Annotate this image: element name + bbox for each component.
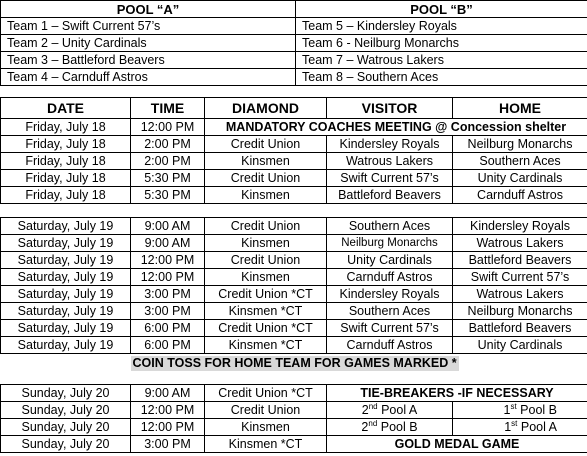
seed-suffix: nd	[368, 418, 378, 428]
game-diamond: Credit Union	[205, 252, 327, 269]
col-header-date: DATE	[1, 98, 131, 119]
game-visitor: Kindersley Royals	[327, 286, 453, 303]
col-header-visitor: VISITOR	[327, 98, 453, 119]
pool-a-header: POOL “A”	[1, 1, 296, 18]
game-time: 12:00 PM	[131, 252, 205, 269]
game-home: Kindersley Royals	[453, 218, 587, 235]
pool-a-team: Team 3 – Battleford Beavers	[1, 52, 296, 69]
game-diamond: Credit Union *CT	[205, 385, 327, 402]
game-diamond: Credit Union	[205, 136, 327, 153]
game-visitor: Swift Current 57’s	[327, 320, 453, 337]
game-time: 6:00 PM	[131, 320, 205, 337]
game-date: Friday, July 18	[1, 187, 131, 204]
table-row	[1, 286, 587, 303]
game-visitor: Watrous Lakers	[327, 153, 453, 170]
col-header-time: TIME	[131, 98, 205, 119]
game-visitor	[327, 419, 453, 436]
game-time: 3:00 PM	[131, 286, 205, 303]
game-diamond: Kinsmen	[205, 269, 327, 286]
game-diamond: Kinsmen	[205, 419, 327, 436]
table-row	[1, 436, 587, 453]
game-date: Saturday, July 19	[1, 286, 131, 303]
game-time: 12:00 PM	[131, 402, 205, 419]
table-row	[1, 218, 587, 235]
tiebreaker-note: TIE-BREAKERS -IF NECESSARY	[327, 385, 587, 402]
table-row	[1, 385, 587, 402]
game-date: Saturday, July 19	[1, 337, 131, 354]
pool-b-team: Team 5 – Kindersley Royals	[296, 18, 587, 35]
coin-toss-note: COIN TOSS FOR HOME TEAM FOR GAMES MARKED *	[132, 355, 457, 370]
game-date: Friday, July 18	[1, 119, 131, 136]
game-time: 5:30 PM	[131, 170, 205, 187]
pool-b-team: Team 6 - Neilburg Monarchs	[296, 35, 587, 52]
game-date: Saturday, July 19	[1, 218, 131, 235]
game-home	[453, 402, 587, 419]
spacer-row	[1, 204, 587, 218]
table-row	[1, 337, 587, 354]
game-visitor: Carnduff Astros	[327, 337, 453, 354]
game-visitor: Neilburg Monarchs	[327, 235, 453, 252]
game-date: Saturday, July 19	[1, 269, 131, 286]
game-visitor: Southern Aces	[327, 303, 453, 320]
col-header-diamond: DIAMOND	[205, 98, 327, 119]
game-date: Saturday, July 19	[1, 303, 131, 320]
pools-header-row	[1, 1, 587, 18]
schedule-table	[0, 97, 587, 453]
game-time: 2:00 PM	[131, 153, 205, 170]
game-diamond: Credit Union *CT	[205, 286, 327, 303]
game-home: Unity Cardinals	[453, 170, 587, 187]
col-header-home: HOME	[453, 98, 587, 119]
game-visitor: Carnduff Astros	[327, 269, 453, 286]
game-home: Battleford Beavers	[453, 320, 587, 337]
pools-row	[1, 35, 587, 52]
seed-pool: Pool A	[377, 402, 418, 417]
game-date: Saturday, July 19	[1, 252, 131, 269]
table-row	[1, 170, 587, 187]
seed-pool: Pool A	[517, 419, 558, 434]
gold-medal-note: GOLD MEDAL GAME	[327, 436, 587, 453]
game-home: Watrous Lakers	[453, 286, 587, 303]
game-diamond: Kinsmen *CT	[205, 436, 327, 453]
seed-pool: Pool B	[377, 419, 418, 434]
game-visitor: Battleford Beavers	[327, 187, 453, 204]
coin-toss-cell	[1, 354, 587, 373]
game-date: Sunday, July 20	[1, 385, 131, 402]
game-date: Sunday, July 20	[1, 419, 131, 436]
game-diamond: Kinsmen	[205, 187, 327, 204]
game-visitor: Southern Aces	[327, 218, 453, 235]
game-visitor: Swift Current 57’s	[327, 170, 453, 187]
game-diamond: Kinsmen *CT	[205, 337, 327, 354]
seed-suffix: st	[510, 401, 517, 411]
pool-a-team: Team 4 – Carnduff Astros	[1, 69, 296, 86]
game-date: Sunday, July 20	[1, 402, 131, 419]
seed-number: 2	[361, 402, 369, 417]
spacer-cell	[1, 204, 587, 218]
pool-b-header: POOL “B”	[296, 1, 587, 18]
game-diamond: Kinsmen	[205, 153, 327, 170]
game-diamond: Credit Union *CT	[205, 320, 327, 337]
pool-a-team: Team 2 – Unity Cardinals	[1, 35, 296, 52]
game-time: 5:30 PM	[131, 187, 205, 204]
game-time: 3:00 PM	[131, 303, 205, 320]
game-date: Saturday, July 19	[1, 320, 131, 337]
game-home: Southern Aces	[453, 153, 587, 170]
game-date: Saturday, July 19	[1, 235, 131, 252]
game-visitor	[327, 402, 453, 419]
game-time: 6:00 PM	[131, 337, 205, 354]
game-time: 9:00 AM	[131, 235, 205, 252]
game-time: 12:00 PM	[131, 419, 205, 436]
game-time: 2:00 PM	[131, 136, 205, 153]
table-row	[1, 153, 587, 170]
game-visitor: Unity Cardinals	[327, 252, 453, 269]
game-date: Friday, July 18	[1, 136, 131, 153]
game-home: Neilburg Monarchs	[453, 303, 587, 320]
coin-toss-row	[1, 354, 587, 373]
table-row	[1, 136, 587, 153]
pool-b-team: Team 8 – Southern Aces	[296, 69, 587, 86]
seed-number: 2	[361, 419, 369, 434]
table-row	[1, 419, 587, 436]
game-date: Friday, July 18	[1, 170, 131, 187]
game-time: 3:00 PM	[131, 436, 205, 453]
pool-a-team: Team 1 – Swift Current 57’s	[1, 18, 296, 35]
pools-row	[1, 69, 587, 86]
game-diamond: Credit Union	[205, 402, 327, 419]
game-time: 9:00 AM	[131, 385, 205, 402]
game-home: Swift Current 57’s	[453, 269, 587, 286]
table-row	[1, 320, 587, 337]
pools-table	[0, 0, 587, 86]
game-home: Neilburg Monarchs	[453, 136, 587, 153]
game-time: 12:00 PM	[131, 119, 205, 136]
seed-number: 1	[504, 419, 512, 434]
seed-pool: Pool B	[516, 402, 558, 417]
game-date: Sunday, July 20	[1, 436, 131, 453]
game-home: Watrous Lakers	[453, 235, 587, 252]
pool-b-team: Team 7 – Watrous Lakers	[296, 52, 587, 69]
game-home: Unity Cardinals	[453, 337, 587, 354]
table-row	[1, 402, 587, 419]
table-row	[1, 252, 587, 269]
game-date: Friday, July 18	[1, 153, 131, 170]
game-diamond: Kinsmen *CT	[205, 303, 327, 320]
table-row	[1, 187, 587, 204]
game-diamond: Credit Union	[205, 170, 327, 187]
game-home: Carnduff Astros	[453, 187, 587, 204]
meeting-note: MANDATORY COACHES MEETING @ Concession shelter	[205, 119, 587, 136]
game-diamond: Credit Union	[205, 218, 327, 235]
game-time: 12:00 PM	[131, 269, 205, 286]
game-diamond: Kinsmen	[205, 235, 327, 252]
game-time: 9:00 AM	[131, 218, 205, 235]
pools-row	[1, 18, 587, 35]
spacer-row	[1, 372, 587, 385]
game-home: Battleford Beavers	[453, 252, 587, 269]
schedule-header-row	[1, 98, 587, 119]
meeting-row	[1, 119, 587, 136]
table-row	[1, 269, 587, 286]
pools-row	[1, 52, 587, 69]
seed-suffix: st	[511, 418, 518, 428]
spacer-cell	[1, 372, 587, 385]
game-visitor: Kindersley Royals	[327, 136, 453, 153]
table-row	[1, 235, 587, 252]
game-home	[453, 419, 587, 436]
table-row	[1, 303, 587, 320]
seed-suffix: nd	[368, 401, 378, 411]
seed-number: 1	[503, 402, 511, 417]
